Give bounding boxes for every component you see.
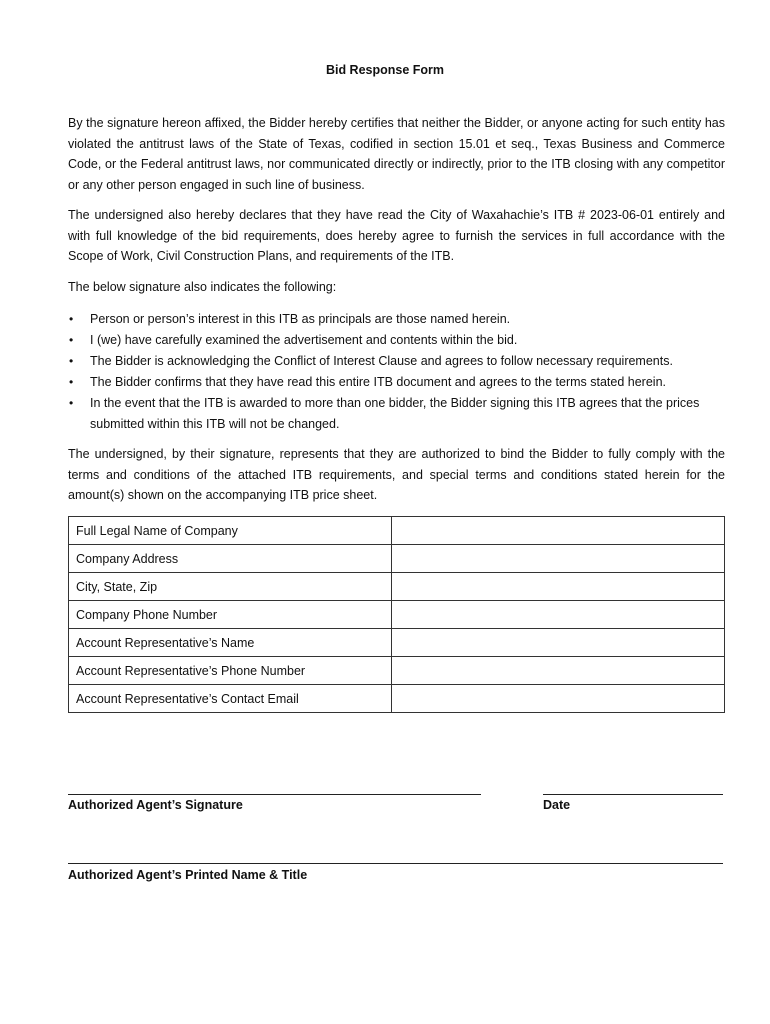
rep-phone-field[interactable]	[392, 657, 725, 685]
antitrust-paragraph: By the signature hereon affixed, the Bidder hereby certifies that neither the Bidder, or anyone acting for such entity has violated the antitrust laws of the State of Texas, codified in section 15.01 et seq., Texas Business and Commerce Code, or the Federal antitrust laws, nor communicated directly or indirectly, prior to the ITB closing with any competitor or any other person engaged in such line of business.	[68, 116, 725, 192]
table-row	[69, 573, 725, 601]
table-row	[69, 517, 725, 545]
company-phone-field[interactable]	[392, 601, 725, 629]
company-info-table	[68, 516, 725, 713]
list-item: • The Bidder is acknowledging the Conflict of Interest Clause and agrees to follow necessary requirements.	[68, 351, 725, 372]
table-row	[69, 545, 725, 573]
company-name-field[interactable]	[392, 517, 725, 545]
certification-list	[68, 309, 725, 435]
signature-label: Authorized Agent’s Signature	[68, 798, 243, 812]
date-line[interactable]	[543, 794, 723, 795]
bullet-icon: •	[69, 354, 74, 368]
field-label: City, State, Zip	[69, 573, 392, 601]
rep-email-field[interactable]	[392, 685, 725, 713]
declaration-paragraph: The undersigned also hereby declares that they have read the City of Waxahachie’s ITB # 2023-06-01 entirely and with full knowledge of the bid requirements, does hereby agree to furnish the services in full accordance with the Scope of Work, Civil Construction Plans, and requirements of the ITB.	[68, 208, 725, 263]
authorization-paragraph: The undersigned, by their signature, represents that they are authorized to bind the Bidder to fully comply with the terms and conditions of the attached ITB requirements, and special terms and conditions stated herein for the amount(s) shown on the accompanying ITB price sheet.	[68, 447, 725, 502]
list-item: • Person or person’s interest in this ITB as principals are those named herein.	[68, 309, 725, 330]
table-row	[69, 657, 725, 685]
signature-intro-paragraph: The below signature also indicates the following:	[68, 280, 337, 294]
table-row	[69, 685, 725, 713]
bullet-icon: •	[69, 333, 74, 347]
date-label: Date	[543, 798, 571, 812]
list-item: • In the event that the ITB is awarded to more than one bidder, the Bidder signing this ITB agrees that the prices submitted within this ITB will not be changed.	[68, 393, 725, 435]
field-label: Account Representative’s Contact Email	[69, 685, 392, 713]
bullet-icon: •	[69, 312, 74, 326]
bullet-icon: •	[69, 396, 74, 410]
field-label: Company Phone Number	[69, 601, 392, 629]
field-label: Account Representative’s Phone Number	[69, 657, 392, 685]
city-state-zip-field[interactable]	[392, 573, 725, 601]
list-item: • I (we) have carefully examined the advertisement and contents within the bid.	[68, 330, 725, 351]
rep-name-field[interactable]	[392, 629, 725, 657]
signature-line[interactable]	[68, 794, 481, 795]
bullet-icon: •	[69, 375, 74, 389]
field-label: Full Legal Name of Company	[69, 517, 392, 545]
printed-name-label: Authorized Agent’s Printed Name & Title	[68, 868, 308, 882]
field-label: Account Representative’s Name	[69, 629, 392, 657]
company-address-field[interactable]	[392, 545, 725, 573]
field-label: Company Address	[69, 545, 392, 573]
table-row	[69, 629, 725, 657]
list-item: • The Bidder confirms that they have read this entire ITB document and agrees to the terms stated herein.	[68, 372, 725, 393]
printed-name-line[interactable]	[68, 863, 723, 864]
form-title: Bid Response Form	[325, 63, 445, 77]
table-row	[69, 601, 725, 629]
